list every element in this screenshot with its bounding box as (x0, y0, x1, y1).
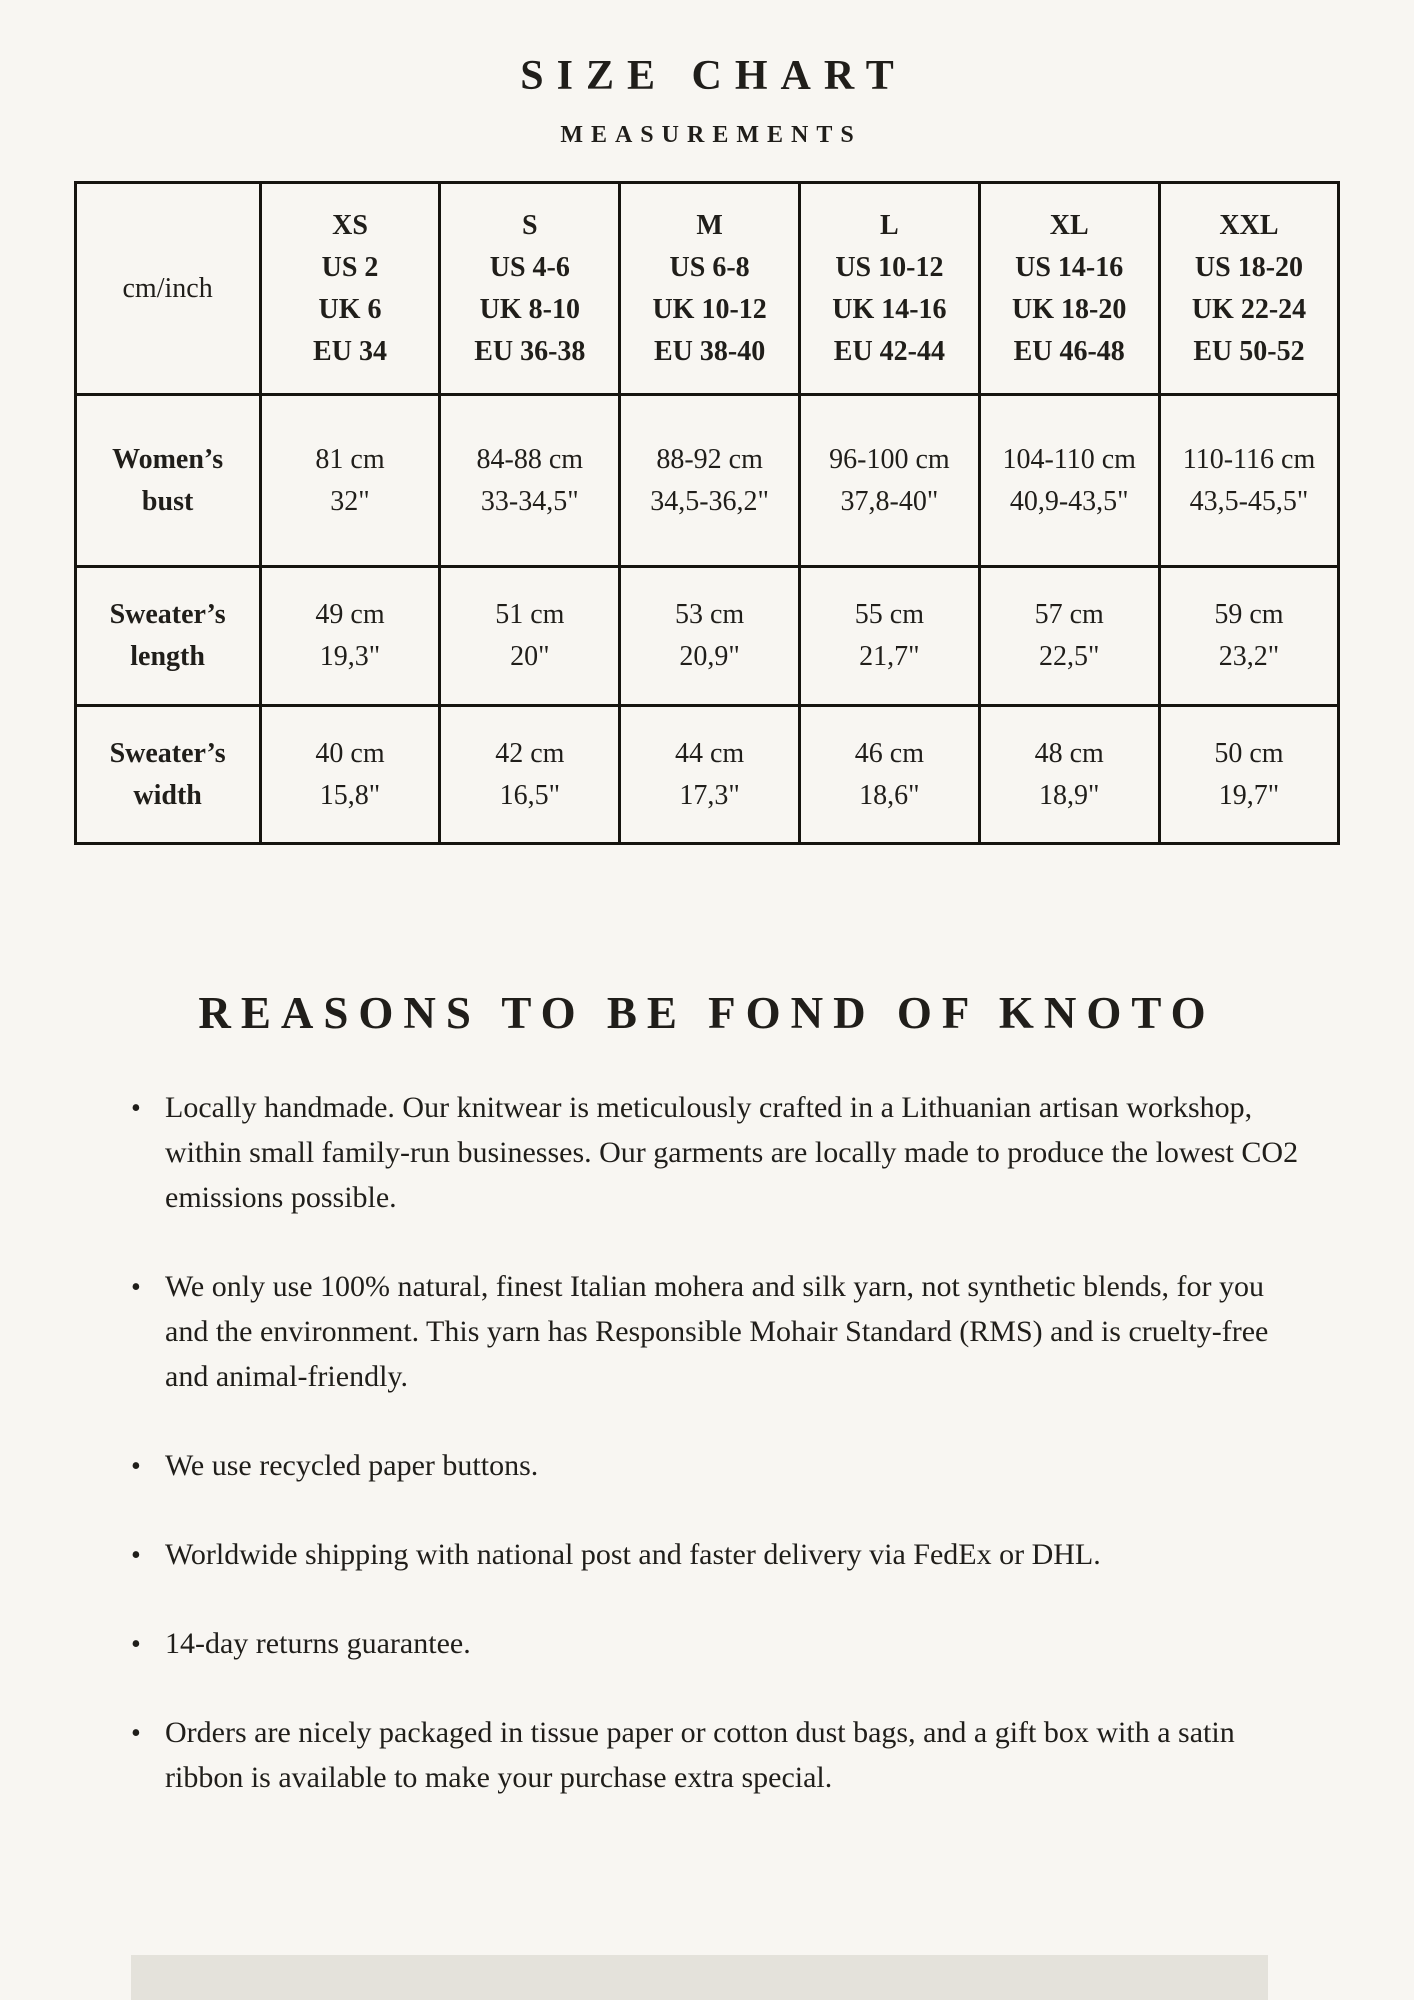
reasons-list (0, 1085, 1414, 1800)
us-size: US 4-6 (489, 251, 570, 283)
bullet-dot-icon: • (131, 1451, 141, 1482)
cm-value: 59 cm (1214, 599, 1284, 630)
uk-size: UK 22-24 (1191, 293, 1307, 325)
page-subtitle: MEASUREMENTS (560, 122, 862, 148)
inch-value: 37,8-40" (840, 485, 939, 517)
inch-value: 17,3" (679, 779, 740, 811)
cm-value: 46 cm (854, 737, 924, 769)
cm-value: 96-100 cm (829, 443, 950, 475)
cm-value: 44 cm (674, 737, 745, 769)
measurement-cell (620, 567, 800, 706)
cm-value: 51 cm (495, 599, 565, 630)
uk-size: UK 8-10 (479, 293, 580, 325)
footer-bar (131, 1955, 1268, 2000)
cm-value: 48 cm (1034, 737, 1104, 769)
inch-value: 33-34,5" (480, 485, 579, 517)
size-header-m (620, 183, 800, 395)
reasons-heading: REASONS TO BE FOND OF KNOTO (198, 988, 1216, 1038)
size-chart-table (74, 181, 1341, 845)
eu-size: EU 36-38 (474, 335, 586, 367)
cm-value: 53 cm (674, 599, 745, 630)
reason-item-worldwide-shipping (131, 1532, 1314, 1577)
row-label-text: width (133, 779, 202, 811)
size-label: L (880, 209, 899, 241)
reason-text: We only use 100% natural, finest Italian mohera and silk yarn, not synthetic blends, for you and the environment. This yarn has Responsible Mohair Standard (RMS) and is cruelty-free and animal-friendly. (165, 1270, 1269, 1393)
inch-value: 18,9" (1038, 779, 1100, 811)
cm-value: 55 cm (854, 599, 924, 630)
inch-value: 20" (510, 641, 550, 672)
us-size: US 18-20 (1194, 251, 1304, 283)
eu-size: EU 50-52 (1193, 335, 1305, 367)
uk-size: UK 14-16 (832, 293, 947, 325)
measurement-cell (979, 706, 1159, 844)
cm-value: 42 cm (495, 737, 565, 769)
cm-value: 57 cm (1034, 599, 1104, 630)
size-header-l (800, 183, 980, 395)
measurement-cell (620, 395, 800, 567)
bullet-dot-icon: • (131, 1629, 141, 1660)
measurement-cell (1159, 706, 1339, 844)
reason-item-returns-guarantee (131, 1621, 1314, 1666)
inch-value: 22,5" (1038, 641, 1100, 672)
inch-value: 21,7" (859, 641, 920, 672)
size-label: S (522, 209, 538, 241)
unit-label-cell: cm/inch (75, 183, 260, 395)
us-size: US 10-12 (835, 251, 944, 283)
cm-value: 88-92 cm (656, 443, 763, 475)
inch-value: 23,2" (1218, 641, 1280, 672)
table-header-row (75, 183, 1339, 395)
cm-value: 81 cm (315, 443, 385, 475)
bullet-dot-icon: • (131, 1093, 141, 1124)
measurement-cell (979, 567, 1159, 706)
size-header-xxl (1159, 183, 1339, 395)
measurement-cell (260, 567, 440, 706)
page-title: SIZE CHART (520, 53, 907, 99)
inch-value: 16,5" (499, 779, 561, 811)
cm-value: 50 cm (1214, 737, 1284, 769)
uk-size: UK 10-12 (652, 293, 767, 325)
size-label: M (696, 209, 723, 241)
size-label: XXL (1219, 209, 1279, 241)
measurement-cell (1159, 395, 1339, 567)
cm-value: 49 cm (315, 599, 385, 630)
eu-size: EU 42-44 (833, 335, 946, 367)
reason-item-packaging (131, 1710, 1314, 1800)
uk-size: UK 6 (318, 293, 382, 325)
reason-text: 14-day returns guarantee. (165, 1627, 471, 1660)
inch-value: 43,5-45,5" (1189, 485, 1309, 517)
eu-size: EU 46-48 (1013, 335, 1125, 367)
reason-text: We use recycled paper buttons. (165, 1449, 539, 1482)
reason-item-recycled-buttons (131, 1443, 1314, 1488)
measurement-cell (800, 567, 980, 706)
row-label-text: Sweater’s (109, 599, 226, 630)
size-label: XS (332, 209, 368, 241)
row-label-text: Sweater’s (109, 737, 226, 769)
bullet-dot-icon: • (131, 1718, 141, 1749)
measurement-cell (260, 395, 440, 567)
row-label-text: length (130, 641, 205, 672)
bullet-dot-icon: • (131, 1540, 141, 1571)
inch-value: 32" (330, 485, 370, 517)
measurement-cell (800, 395, 980, 567)
measurement-cell (440, 567, 620, 706)
reason-text: Locally handmade. Our knitwear is meticulously crafted in a Lithuanian artisan workshop, within small family-run businesses. Our garments are locally made to produce the lowest CO2 emissions possible. (165, 1091, 1299, 1214)
measurement-cell (800, 706, 980, 844)
row-label-sweaters-width (75, 706, 260, 844)
inch-value: 19,3" (319, 641, 381, 672)
size-header-xs (260, 183, 440, 395)
reason-text: Orders are nicely packaged in tissue paper or cotton dust bags, and a gift box with a satin ribbon is available to make your purchase extra special. (165, 1716, 1235, 1794)
us-size: US 2 (321, 251, 379, 283)
eu-size: EU 38-40 (653, 335, 766, 367)
inch-value: 15,8" (319, 779, 381, 811)
cm-value: 40 cm (315, 737, 385, 769)
measurement-cell (440, 395, 620, 567)
table-row-sweaters-length (75, 567, 1339, 706)
row-label-text: bust (141, 485, 194, 517)
row-label-text: Women’s (112, 443, 224, 475)
cm-value: 104-110 cm (1002, 443, 1136, 475)
size-label: XL (1049, 209, 1089, 241)
measurement-cell (1159, 567, 1339, 706)
bullet-dot-icon: • (131, 1272, 141, 1303)
inch-value: 20,9" (679, 641, 740, 672)
size-header-xl (979, 183, 1159, 395)
uk-size: UK 18-20 (1012, 293, 1127, 325)
inch-value: 18,6" (859, 779, 920, 811)
inch-value: 34,5-36,2" (650, 485, 769, 517)
cm-value: 110-116 cm (1182, 443, 1316, 475)
measurement-cell (620, 706, 800, 844)
size-header-s (440, 183, 620, 395)
reason-item-natural-yarn (131, 1264, 1314, 1399)
us-size: US 14-16 (1015, 251, 1124, 283)
row-label-womens-bust (75, 395, 260, 567)
cm-value: 84-88 cm (476, 443, 584, 475)
inch-value: 19,7" (1218, 779, 1280, 811)
measurement-cell (440, 706, 620, 844)
measurement-cell (979, 395, 1159, 567)
eu-size: EU 34 (313, 335, 387, 367)
inch-value: 40,9-43,5" (1009, 485, 1129, 517)
reason-item-locally-handmade (131, 1085, 1314, 1220)
row-label-sweaters-length (75, 567, 260, 706)
table-row-sweaters-width (75, 706, 1339, 844)
table-row-womens-bust (75, 395, 1339, 567)
measurement-cell (260, 706, 440, 844)
us-size: US 6-8 (669, 251, 750, 283)
reason-text: Worldwide shipping with national post and faster delivery via FedEx or DHL. (165, 1538, 1101, 1571)
